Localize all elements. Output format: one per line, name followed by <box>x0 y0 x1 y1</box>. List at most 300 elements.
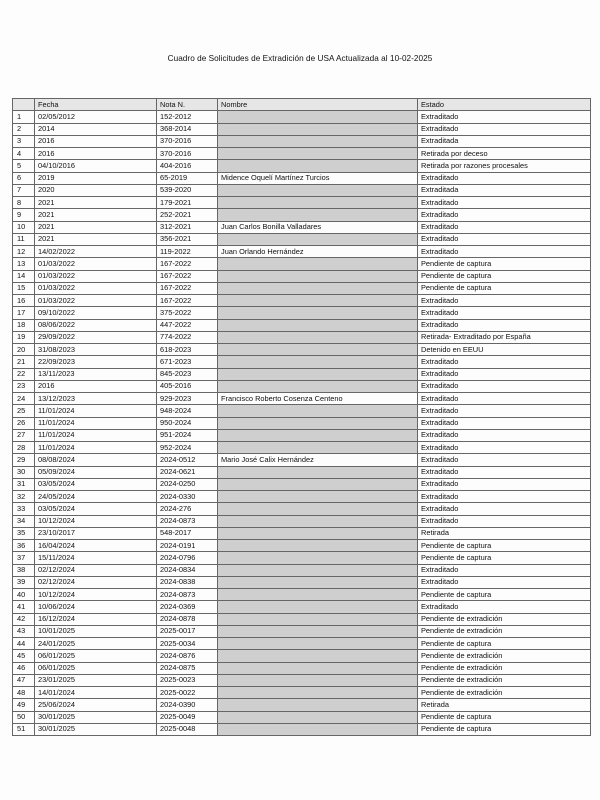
cell-estado: Pendiente de captura <box>418 589 591 601</box>
cell-number: 29 <box>13 454 35 466</box>
table-row <box>13 111 591 123</box>
table-row <box>13 723 591 735</box>
cell-nombre: Juan Carlos Bonilla Valladares <box>218 221 418 233</box>
header-nota: Nota N. <box>157 99 218 111</box>
cell-number: 28 <box>13 442 35 454</box>
cell-fecha: 2019 <box>35 172 157 184</box>
cell-fecha: 11/01/2024 <box>35 417 157 429</box>
table-row <box>13 197 591 209</box>
cell-estado: Extraditada <box>418 184 591 196</box>
cell-number: 49 <box>13 699 35 711</box>
redacted-name-cell <box>218 148 418 160</box>
redacted-name-cell <box>218 233 418 245</box>
redacted-name-cell <box>218 540 418 552</box>
table-row <box>13 331 591 343</box>
cell-estado: Extraditado <box>418 233 591 245</box>
cell-fecha: 23/01/2025 <box>35 674 157 686</box>
cell-estado: Pendiente de captura <box>418 723 591 735</box>
cell-number: 18 <box>13 319 35 331</box>
table-row <box>13 295 591 307</box>
table-row <box>13 674 591 686</box>
cell-number: 6 <box>13 172 35 184</box>
cell-nota: 2024-0512 <box>157 454 218 466</box>
cell-nota: 2024-0838 <box>157 576 218 588</box>
cell-number: 34 <box>13 515 35 527</box>
cell-fecha: 2016 <box>35 135 157 147</box>
cell-fecha: 24/05/2024 <box>35 491 157 503</box>
cell-fecha: 2021 <box>35 233 157 245</box>
cell-nota: 368-2014 <box>157 123 218 135</box>
cell-number: 9 <box>13 209 35 221</box>
cell-nota: 2024-0369 <box>157 601 218 613</box>
redacted-name-cell <box>218 319 418 331</box>
cell-nota: 312-2021 <box>157 221 218 233</box>
cell-estado: Retirada por razones procesales <box>418 160 591 172</box>
table-row <box>13 625 591 637</box>
cell-fecha: 03/05/2024 <box>35 503 157 515</box>
cell-fecha: 05/09/2024 <box>35 466 157 478</box>
cell-nota: 167-2022 <box>157 258 218 270</box>
cell-estado: Extraditada <box>418 135 591 147</box>
redacted-name-cell <box>218 270 418 282</box>
cell-nota: 375-2022 <box>157 307 218 319</box>
cell-nota: 845-2023 <box>157 368 218 380</box>
cell-number: 16 <box>13 295 35 307</box>
table-row <box>13 344 591 356</box>
cell-nota: 119-2022 <box>157 246 218 258</box>
table-row <box>13 454 591 466</box>
cell-estado: Extraditado <box>418 221 591 233</box>
cell-estado: Pendiente de captura <box>418 282 591 294</box>
redacted-name-cell <box>218 576 418 588</box>
cell-number: 3 <box>13 135 35 147</box>
cell-fecha: 06/01/2025 <box>35 650 157 662</box>
cell-nota: 950-2024 <box>157 417 218 429</box>
cell-estado: Extraditado <box>418 576 591 588</box>
cell-estado: Retirada <box>418 527 591 539</box>
cell-number: 5 <box>13 160 35 172</box>
cell-nota: 2024-0191 <box>157 540 218 552</box>
table-row <box>13 687 591 699</box>
cell-fecha: 10/12/2024 <box>35 589 157 601</box>
table-row <box>13 466 591 478</box>
cell-nombre: Francisco Roberto Cosenza Centeno <box>218 393 418 405</box>
table-row <box>13 540 591 552</box>
table-row <box>13 515 591 527</box>
cell-fecha: 31/08/2023 <box>35 344 157 356</box>
cell-estado: Extraditado <box>418 246 591 258</box>
redacted-name-cell <box>218 111 418 123</box>
cell-number: 44 <box>13 638 35 650</box>
redacted-name-cell <box>218 368 418 380</box>
cell-fecha: 10/06/2024 <box>35 601 157 613</box>
cell-nota: 370-2016 <box>157 135 218 147</box>
cell-number: 15 <box>13 282 35 294</box>
cell-fecha: 16/12/2024 <box>35 613 157 625</box>
table-row <box>13 233 591 245</box>
table-row <box>13 527 591 539</box>
table-row <box>13 429 591 441</box>
cell-nota: 2024-0876 <box>157 650 218 662</box>
cell-estado: Extraditado <box>418 429 591 441</box>
cell-nota: 179-2021 <box>157 197 218 209</box>
cell-fecha: 2020 <box>35 184 157 196</box>
cell-nota: 671-2023 <box>157 356 218 368</box>
redacted-name-cell <box>218 344 418 356</box>
cell-number: 43 <box>13 625 35 637</box>
table-row <box>13 160 591 172</box>
cell-number: 21 <box>13 356 35 368</box>
cell-fecha: 02/12/2024 <box>35 564 157 576</box>
extradition-table <box>12 98 591 736</box>
redacted-name-cell <box>218 405 418 417</box>
cell-estado: Pendiente de extradición <box>418 625 591 637</box>
cell-nota: 952-2024 <box>157 442 218 454</box>
redacted-name-cell <box>218 123 418 135</box>
cell-nota: 356-2021 <box>157 233 218 245</box>
cell-estado: Extraditado <box>418 405 591 417</box>
cell-nota: 252-2021 <box>157 209 218 221</box>
cell-estado: Retirada <box>418 699 591 711</box>
redacted-name-cell <box>218 503 418 515</box>
cell-fecha: 23/10/2017 <box>35 527 157 539</box>
redacted-name-cell <box>218 662 418 674</box>
cell-estado: Extraditado <box>418 197 591 209</box>
table-row <box>13 319 591 331</box>
cell-number: 46 <box>13 662 35 674</box>
cell-number: 33 <box>13 503 35 515</box>
table-row <box>13 417 591 429</box>
table-row <box>13 148 591 160</box>
cell-fecha: 02/12/2024 <box>35 576 157 588</box>
redacted-name-cell <box>218 429 418 441</box>
table-row <box>13 270 591 282</box>
redacted-name-cell <box>218 478 418 490</box>
cell-nota: 951-2024 <box>157 429 218 441</box>
cell-fecha: 10/01/2025 <box>35 625 157 637</box>
cell-estado: Pendiente de captura <box>418 552 591 564</box>
cell-nota: 167-2022 <box>157 295 218 307</box>
table-row <box>13 491 591 503</box>
document-title: Cuadro de Solicitudes de Extradición de USA Actualizada al 10-02-2025 <box>167 54 433 63</box>
header-nombre: Nombre <box>218 99 418 111</box>
cell-number: 26 <box>13 417 35 429</box>
cell-fecha: 01/03/2022 <box>35 270 157 282</box>
cell-fecha: 2021 <box>35 221 157 233</box>
cell-nota: 2024-276 <box>157 503 218 515</box>
redacted-name-cell <box>218 160 418 172</box>
redacted-name-cell <box>218 197 418 209</box>
cell-number: 19 <box>13 331 35 343</box>
table-row <box>13 576 591 588</box>
cell-nota: 2024-0878 <box>157 613 218 625</box>
cell-estado: Extraditado <box>418 442 591 454</box>
cell-number: 14 <box>13 270 35 282</box>
cell-nota: 2024-0330 <box>157 491 218 503</box>
cell-number: 25 <box>13 405 35 417</box>
redacted-name-cell <box>218 699 418 711</box>
cell-nota: 618-2023 <box>157 344 218 356</box>
table-row <box>13 638 591 650</box>
cell-number: 12 <box>13 246 35 258</box>
table-row <box>13 442 591 454</box>
table-row <box>13 307 591 319</box>
cell-nota: 2024-0873 <box>157 515 218 527</box>
cell-number: 2 <box>13 123 35 135</box>
cell-number: 45 <box>13 650 35 662</box>
cell-fecha: 06/01/2025 <box>35 662 157 674</box>
cell-number: 48 <box>13 687 35 699</box>
cell-estado: Pendiente de captura <box>418 540 591 552</box>
redacted-name-cell <box>218 491 418 503</box>
cell-estado: Pendiente de extradición <box>418 674 591 686</box>
cell-nota: 2025-0049 <box>157 711 218 723</box>
cell-number: 4 <box>13 148 35 160</box>
redacted-name-cell <box>218 601 418 613</box>
cell-estado: Pendiente de extradición <box>418 687 591 699</box>
cell-fecha: 03/05/2024 <box>35 478 157 490</box>
redacted-name-cell <box>218 711 418 723</box>
cell-fecha: 16/04/2024 <box>35 540 157 552</box>
cell-fecha: 13/11/2023 <box>35 368 157 380</box>
cell-fecha: 11/01/2024 <box>35 442 157 454</box>
cell-nota: 370-2016 <box>157 148 218 160</box>
cell-estado: Extraditado <box>418 111 591 123</box>
redacted-name-cell <box>218 184 418 196</box>
cell-estado: Extraditado <box>418 503 591 515</box>
table-row <box>13 613 591 625</box>
redacted-name-cell <box>218 466 418 478</box>
cell-fecha: 08/06/2022 <box>35 319 157 331</box>
table-row <box>13 258 591 270</box>
table-row <box>13 589 591 601</box>
header-fecha: Fecha <box>35 99 157 111</box>
table-row <box>13 564 591 576</box>
cell-nota: 548-2017 <box>157 527 218 539</box>
redacted-name-cell <box>218 295 418 307</box>
cell-fecha: 10/12/2024 <box>35 515 157 527</box>
cell-number: 11 <box>13 233 35 245</box>
redacted-name-cell <box>218 258 418 270</box>
cell-estado: Extraditado <box>418 601 591 613</box>
cell-number: 42 <box>13 613 35 625</box>
cell-estado: Extraditado <box>418 295 591 307</box>
cell-estado: Extraditado <box>418 172 591 184</box>
table-row <box>13 282 591 294</box>
table-row <box>13 135 591 147</box>
cell-nota: 2025-0034 <box>157 638 218 650</box>
cell-fecha: 14/01/2024 <box>35 687 157 699</box>
redacted-name-cell <box>218 552 418 564</box>
cell-nombre: Mario José Calix Hernández <box>218 454 418 466</box>
redacted-name-cell <box>218 687 418 699</box>
cell-fecha: 25/06/2024 <box>35 699 157 711</box>
cell-estado: Detenido en EEUU <box>418 344 591 356</box>
cell-estado: Extraditado <box>418 515 591 527</box>
cell-nota: 2025-0017 <box>157 625 218 637</box>
cell-estado: Pendiente de captura <box>418 711 591 723</box>
cell-nota: 929-2023 <box>157 393 218 405</box>
cell-nota: 152-2012 <box>157 111 218 123</box>
cell-fecha: 22/09/2023 <box>35 356 157 368</box>
cell-nota: 2024-0250 <box>157 478 218 490</box>
cell-fecha: 13/12/2023 <box>35 393 157 405</box>
cell-number: 30 <box>13 466 35 478</box>
cell-number: 10 <box>13 221 35 233</box>
cell-estado: Extraditado <box>418 123 591 135</box>
table-row <box>13 650 591 662</box>
cell-number: 47 <box>13 674 35 686</box>
redacted-name-cell <box>218 625 418 637</box>
cell-estado: Extraditado <box>418 466 591 478</box>
table-row <box>13 184 591 196</box>
cell-estado: Extraditado <box>418 209 591 221</box>
redacted-name-cell <box>218 417 418 429</box>
table-header-row <box>13 99 591 111</box>
cell-nota: 948-2024 <box>157 405 218 417</box>
redacted-name-cell <box>218 650 418 662</box>
table-row <box>13 356 591 368</box>
table-row <box>13 123 591 135</box>
cell-nota: 2024-0390 <box>157 699 218 711</box>
cell-nota: 65-2019 <box>157 172 218 184</box>
cell-nota: 2024-0621 <box>157 466 218 478</box>
cell-fecha: 01/03/2022 <box>35 258 157 270</box>
cell-fecha: 2021 <box>35 197 157 209</box>
redacted-name-cell <box>218 589 418 601</box>
cell-estado: Retirada por deceso <box>418 148 591 160</box>
redacted-name-cell <box>218 638 418 650</box>
cell-number: 31 <box>13 478 35 490</box>
cell-number: 38 <box>13 564 35 576</box>
cell-fecha: 2014 <box>35 123 157 135</box>
cell-fecha: 2021 <box>35 209 157 221</box>
cell-estado: Pendiente de extradición <box>418 662 591 674</box>
cell-number: 27 <box>13 429 35 441</box>
redacted-name-cell <box>218 307 418 319</box>
cell-nota: 2024-0873 <box>157 589 218 601</box>
table-row <box>13 368 591 380</box>
cell-number: 32 <box>13 491 35 503</box>
cell-estado: Extraditado <box>418 478 591 490</box>
cell-number: 20 <box>13 344 35 356</box>
cell-number: 1 <box>13 111 35 123</box>
cell-estado: Extraditado <box>418 491 591 503</box>
cell-fecha: 2016 <box>35 380 157 392</box>
cell-estado: Extraditado <box>418 417 591 429</box>
cell-fecha: 04/10/2016 <box>35 160 157 172</box>
cell-estado: Pendiente de captura <box>418 270 591 282</box>
redacted-name-cell <box>218 613 418 625</box>
redacted-name-cell <box>218 380 418 392</box>
cell-number: 41 <box>13 601 35 613</box>
redacted-name-cell <box>218 515 418 527</box>
table-row <box>13 405 591 417</box>
cell-estado: Extraditado <box>418 356 591 368</box>
cell-fecha: 02/05/2012 <box>35 111 157 123</box>
cell-estado: Retirada- Extraditado por España <box>418 331 591 343</box>
cell-nota: 2025-0022 <box>157 687 218 699</box>
cell-fecha: 14/02/2022 <box>35 246 157 258</box>
redacted-name-cell <box>218 135 418 147</box>
redacted-name-cell <box>218 209 418 221</box>
cell-nota: 447-2022 <box>157 319 218 331</box>
header-estado: Estado <box>418 99 591 111</box>
cell-number: 39 <box>13 576 35 588</box>
redacted-name-cell <box>218 282 418 294</box>
cell-estado: Extraditado <box>418 307 591 319</box>
cell-fecha: 09/10/2022 <box>35 307 157 319</box>
cell-number: 17 <box>13 307 35 319</box>
cell-number: 51 <box>13 723 35 735</box>
table-row <box>13 478 591 490</box>
redacted-name-cell <box>218 442 418 454</box>
cell-fecha: 2016 <box>35 148 157 160</box>
cell-estado: Extraditado <box>418 454 591 466</box>
cell-nota: 404-2016 <box>157 160 218 172</box>
cell-nombre: Juan Orlando Hernández <box>218 246 418 258</box>
table-row <box>13 221 591 233</box>
cell-estado: Extraditado <box>418 368 591 380</box>
cell-estado: Pendiente de extradición <box>418 613 591 625</box>
cell-fecha: 29/09/2022 <box>35 331 157 343</box>
cell-nota: 774-2022 <box>157 331 218 343</box>
cell-number: 50 <box>13 711 35 723</box>
table-row <box>13 662 591 674</box>
redacted-name-cell <box>218 564 418 576</box>
cell-fecha: 08/08/2024 <box>35 454 157 466</box>
cell-nota: 167-2022 <box>157 282 218 294</box>
cell-number: 24 <box>13 393 35 405</box>
cell-fecha: 11/01/2024 <box>35 405 157 417</box>
cell-fecha: 30/01/2025 <box>35 711 157 723</box>
table-row <box>13 503 591 515</box>
cell-number: 22 <box>13 368 35 380</box>
table-row <box>13 393 591 405</box>
header-number <box>13 99 35 111</box>
cell-nota: 2025-0023 <box>157 674 218 686</box>
table-row <box>13 601 591 613</box>
cell-estado: Pendiente de captura <box>418 258 591 270</box>
cell-number: 7 <box>13 184 35 196</box>
cell-nota: 539-2020 <box>157 184 218 196</box>
table-row <box>13 552 591 564</box>
table-row <box>13 209 591 221</box>
redacted-name-cell <box>218 331 418 343</box>
cell-number: 23 <box>13 380 35 392</box>
cell-number: 40 <box>13 589 35 601</box>
cell-estado: Pendiente de extradición <box>418 650 591 662</box>
cell-fecha: 11/01/2024 <box>35 429 157 441</box>
cell-nota: 2025-0048 <box>157 723 218 735</box>
redacted-name-cell <box>218 527 418 539</box>
redacted-name-cell <box>218 674 418 686</box>
cell-number: 36 <box>13 540 35 552</box>
cell-estado: Extraditado <box>418 319 591 331</box>
cell-number: 8 <box>13 197 35 209</box>
cell-estado: Extraditado <box>418 393 591 405</box>
table-row <box>13 699 591 711</box>
cell-estado: Pendiente de captura <box>418 638 591 650</box>
cell-fecha: 24/01/2025 <box>35 638 157 650</box>
cell-nota: 167-2022 <box>157 270 218 282</box>
cell-nota: 405-2016 <box>157 380 218 392</box>
cell-fecha: 01/03/2022 <box>35 282 157 294</box>
cell-nota: 2024-0834 <box>157 564 218 576</box>
redacted-name-cell <box>218 723 418 735</box>
table-row <box>13 172 591 184</box>
cell-number: 37 <box>13 552 35 564</box>
